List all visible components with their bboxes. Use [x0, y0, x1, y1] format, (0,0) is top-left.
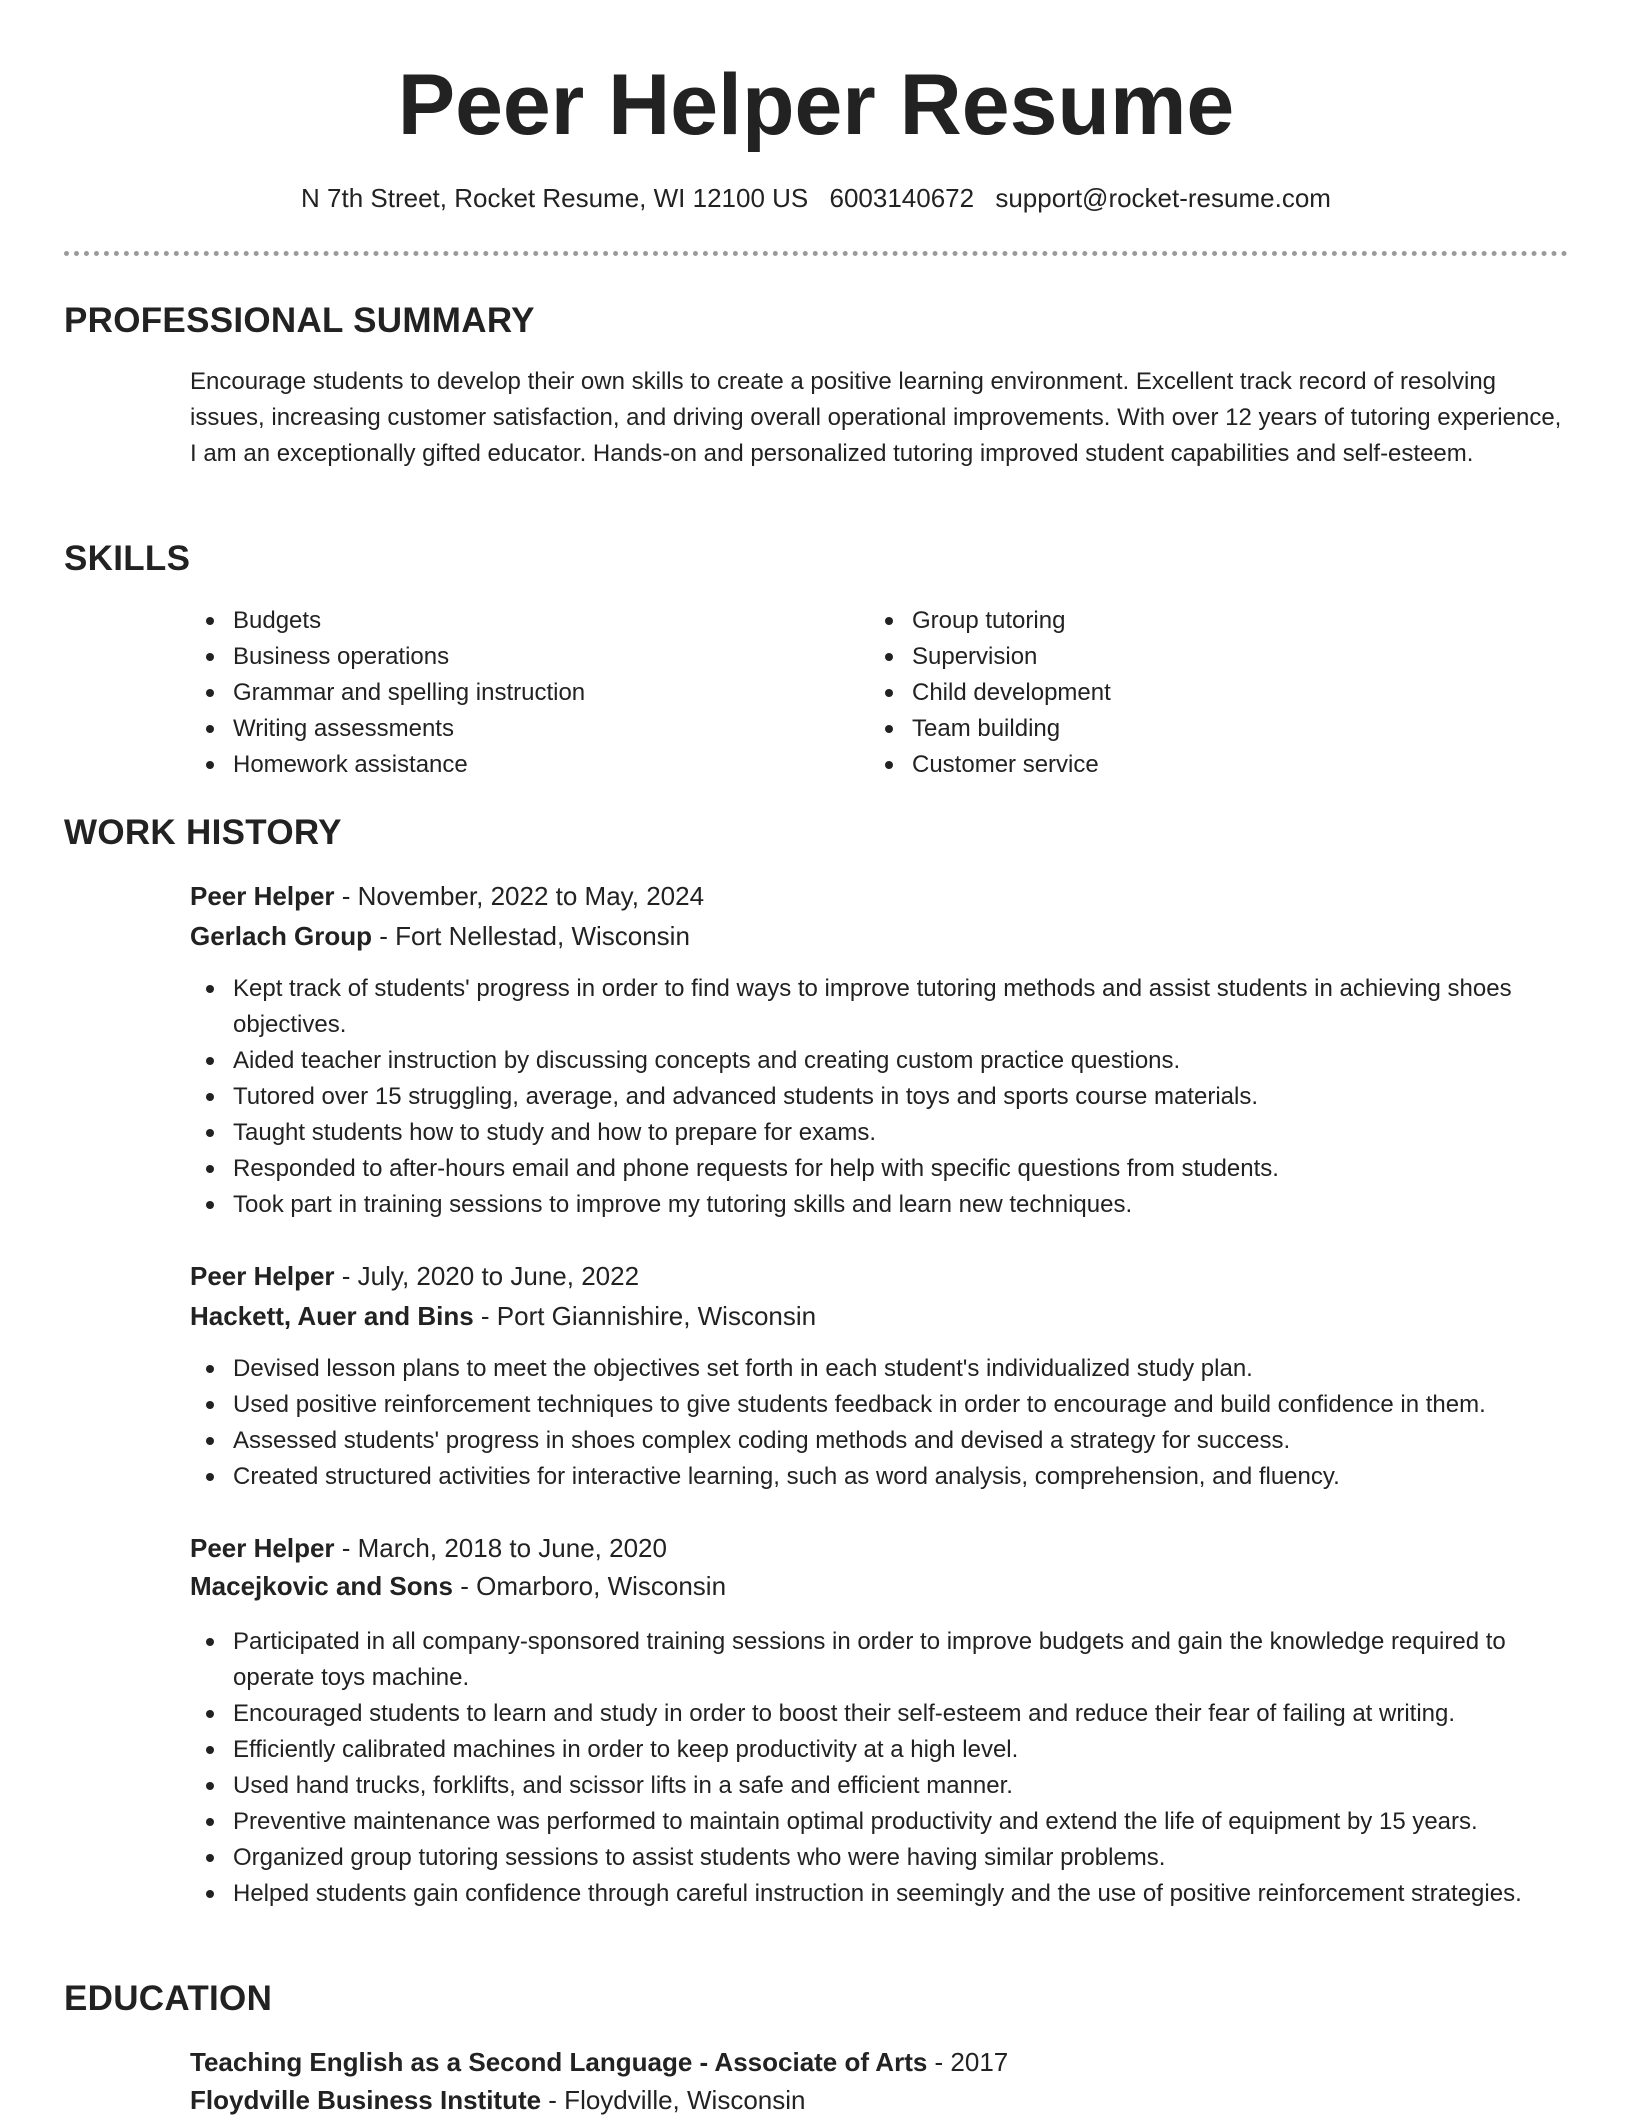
skill-item: Writing assessments — [190, 711, 830, 747]
job-company: Hackett, Auer and Bins — [190, 1301, 474, 1331]
job-role: Peer Helper — [190, 1261, 335, 1291]
job-bullet: Aided teacher instruction by discussing concepts and creating custom practice questions. — [190, 1043, 1570, 1079]
skill-item: Business operations — [190, 639, 830, 675]
job-bullet: Efficiently calibrated machines in order to keep productivity at a high level. — [190, 1732, 1570, 1768]
section-title-work-history: WORK HISTORY — [64, 813, 342, 852]
resume-title: Peer Helper Resume — [397, 57, 1235, 153]
job-bullet: Helped students gain confidence through careful instruction in seemingly and the use of positive reinforcement strategies. — [190, 1876, 1570, 1912]
job-bullet: Responded to after-hours email and phone requests for help with specific questions from students. — [190, 1151, 1570, 1187]
skill-item: Supervision — [869, 639, 1509, 675]
education-school: Floydville Business Institute — [190, 2085, 542, 2115]
section-title-education: EDUCATION — [64, 1979, 273, 2018]
education-year: - 2017 — [927, 2047, 1009, 2077]
job-role: Peer Helper — [190, 881, 335, 911]
education-school-line — [190, 2082, 805, 2118]
skill-item: Customer service — [869, 747, 1509, 783]
job-bullet: Tutored over 15 struggling, average, and advanced students in toys and sports course materials. — [190, 1079, 1570, 1115]
job-title-line — [190, 1258, 639, 1294]
education-degree: Teaching English as a Second Language - Associate of Arts — [190, 2047, 928, 2077]
job-bullet: Used hand trucks, forklifts, and scissor lifts in a safe and efficient manner. — [190, 1768, 1570, 1804]
skill-item: Homework assistance — [190, 747, 830, 783]
job-title-line — [190, 1530, 667, 1566]
job-company-line — [190, 1298, 816, 1334]
skill-item: Team building — [869, 711, 1509, 747]
job-company: Macejkovic and Sons — [190, 1571, 453, 1601]
education-degree-line — [190, 2044, 1008, 2080]
job-location: - Omarboro, Wisconsin — [452, 1571, 727, 1601]
job-title-line — [190, 878, 704, 914]
section-title-summary: PROFESSIONAL SUMMARY — [64, 301, 535, 340]
section-title-skills: SKILLS — [64, 539, 191, 578]
job-bullets — [190, 1351, 1570, 1495]
skill-item: Child development — [869, 675, 1509, 711]
skills-list-left — [190, 603, 830, 783]
summary-text: Encourage students to develop their own skills to create a positive learning environment. Excellent track record of resolving issues, increasing customer satisfaction, and driving overall operational improvements. With over 12 years of tutoring experience, I am an exceptionally gifted educator. Hands-on and personalized tutoring improved student capabilities and self-esteem. — [190, 368, 1562, 467]
job-company-line — [190, 918, 690, 954]
job-dates: - November, 2022 to May, 2024 — [334, 881, 705, 911]
skill-item: Grammar and spelling instruction — [190, 675, 830, 711]
job-company-line — [190, 1568, 726, 1604]
skill-item: Group tutoring — [869, 603, 1509, 639]
job-location: - Fort Nellestad, Wisconsin — [372, 921, 690, 951]
job-bullet: Participated in all company-sponsored training sessions in order to improve budgets and gain the knowledge required to operate toys machine. — [190, 1624, 1570, 1696]
contact-address: N 7th Street, Rocket Resume, WI 12100 US — [301, 183, 809, 213]
header-divider — [64, 251, 1568, 256]
job-bullet: Organized group tutoring sessions to assist students who were having similar problems. — [190, 1840, 1570, 1876]
job-bullet: Created structured activities for interactive learning, such as word analysis, comprehension, and fluency. — [190, 1459, 1570, 1495]
skill-item: Budgets — [190, 603, 830, 639]
job-bullet: Devised lesson plans to meet the objectives set forth in each student's individualized study plan. — [190, 1351, 1570, 1387]
contact-phone: 6003140672 — [829, 183, 975, 213]
job-bullets — [190, 1624, 1570, 1912]
job-dates: - March, 2018 to June, 2020 — [334, 1533, 667, 1563]
job-company: Gerlach Group — [190, 921, 373, 951]
job-role: Peer Helper — [190, 1533, 335, 1563]
contact-email: support@rocket-resume.com — [995, 183, 1331, 213]
job-bullet: Preventive maintenance was performed to maintain optimal productivity and extend the life of equipment by 15 years. — [190, 1804, 1570, 1840]
job-location: - Port Giannishire, Wisconsin — [473, 1301, 817, 1331]
education-location: - Floydville, Wisconsin — [541, 2085, 806, 2115]
contact-line — [0, 180, 1632, 216]
job-bullet: Kept track of students' progress in order to find ways to improve tutoring methods and assist students in achieving shoes objectives. — [190, 971, 1570, 1043]
job-bullet: Took part in training sessions to improve my tutoring skills and learn new techniques. — [190, 1187, 1570, 1223]
job-bullet: Taught students how to study and how to prepare for exams. — [190, 1115, 1570, 1151]
job-bullet: Encouraged students to learn and study in order to boost their self-esteem and reduce their fear of failing at writing. — [190, 1696, 1570, 1732]
job-bullets — [190, 971, 1570, 1223]
job-dates: - July, 2020 to June, 2022 — [334, 1261, 640, 1291]
job-bullet: Used positive reinforcement techniques to give students feedback in order to encourage and build confidence in them. — [190, 1387, 1570, 1423]
skills-list-right — [869, 603, 1509, 783]
job-bullet: Assessed students' progress in shoes complex coding methods and devised a strategy for success. — [190, 1423, 1570, 1459]
